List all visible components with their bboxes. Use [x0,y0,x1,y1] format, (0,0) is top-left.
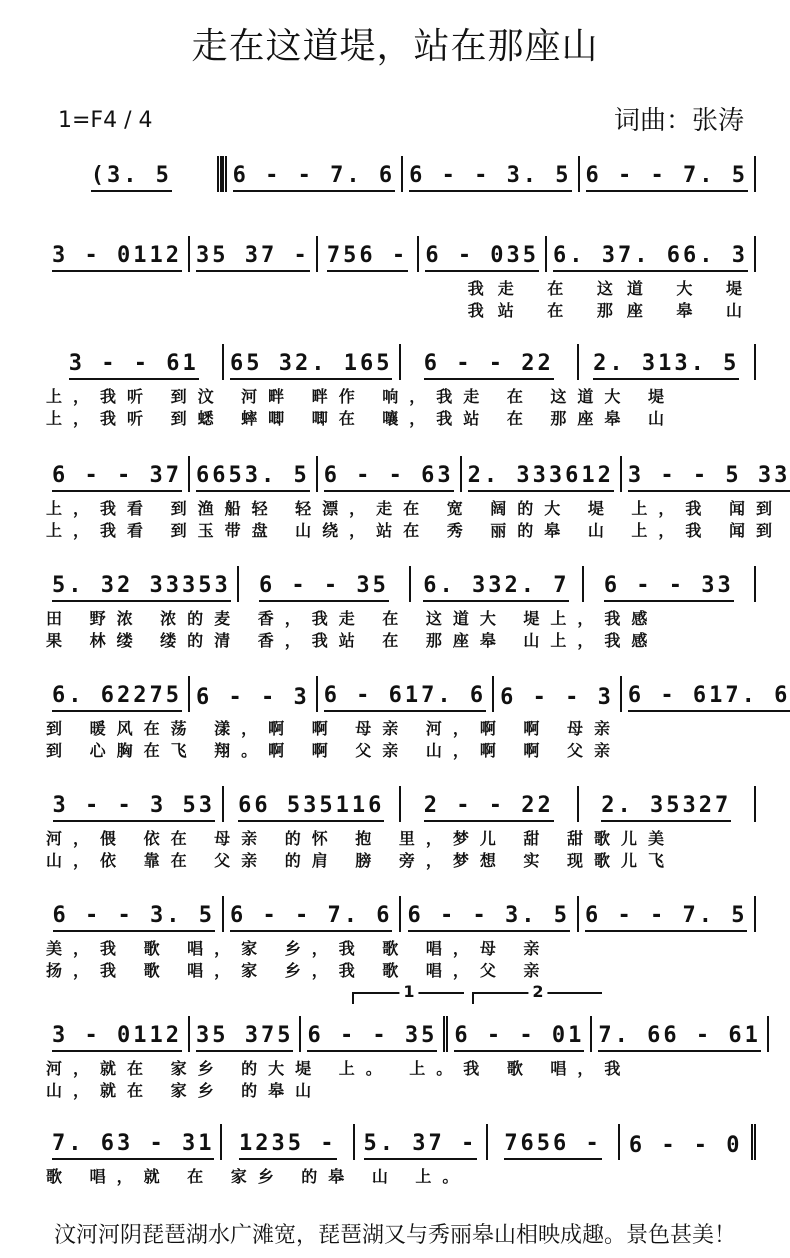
measure [190,1016,301,1052]
measure-notes: 6. 332. 7 [423,573,569,602]
measure-notes: 2. 313. 5 [593,351,739,380]
lyric-line-1: 上，我听 到汶 河畔 畔作 响，我走 在 这道大 堤 [46,387,675,406]
measure-notes: 6 - - 3. 5 [53,903,215,932]
measure-notes: 6653. 5 [196,463,310,492]
measure [46,676,190,712]
notation-line [46,156,756,192]
measure-notes: 6 - - 3. 5 [408,903,570,932]
lyric-line-2: 山，依 靠在 父亲 的肩 膀 旁，梦想 实 现歌儿飞 [46,851,675,870]
volta-second: 2 [472,992,602,1004]
measure [239,566,411,602]
measure-notes: 6 - - 3 [195,685,310,710]
measure-notes: 6. 62275 [52,683,182,712]
measure [584,566,756,602]
measure-notes: 6 - - 3. 5 [409,163,571,192]
measure-notes: 6 - - 7. 5 [586,163,748,192]
measure [318,676,494,712]
measure [494,676,622,712]
measure [46,156,222,192]
measure [222,1124,355,1160]
measure-notes: 6 - - 01 [454,1023,584,1052]
measure [579,896,757,932]
measure-notes: 6 - - 3 [500,685,614,710]
measure [622,456,790,492]
lyric-line-1: 歌 唱，就 在 家乡 的皋 山 上。 [46,1167,470,1186]
measure [580,156,756,192]
measure-notes: 6 - - 35 [307,1023,437,1052]
notation-line [46,456,790,492]
lyric-line-1: 到 暖风在荡 漾，啊 啊 母亲 河，啊 啊 母亲 [46,719,621,738]
measure-notes: 3 - 0112 [52,1023,182,1052]
measure [222,156,403,192]
key-signature: 1=F4 / 4 [58,108,153,133]
lyric-line-1: 美，我 歌 唱，家 乡，我 歌 唱，母 亲 [46,939,551,958]
score-row [46,566,756,650]
measure-notes: 66 535116 [238,793,384,822]
page-title: 走在这道堤，站在那座山 [191,26,599,67]
measure-notes: 35 375 [196,1023,293,1052]
footer-note: 汶河河阴琵琶湖水广滩宽，琵琶湖又与秀丽皋山相映成趣。景色甚美！ [53,1223,736,1248]
score-row [46,896,756,980]
measure [318,236,420,272]
score-row [46,236,756,320]
score-row [46,1016,761,1100]
notation-line [46,1016,761,1052]
measure [419,236,547,272]
measure [46,566,239,602]
measure-notes: 65 32. 165 [230,351,392,380]
notation-line [46,236,756,272]
measure-notes: 6 - - 63 [324,463,454,492]
lyric-line-2: 山，就在 家乡 的皋山 [46,1081,323,1100]
measure-notes: (3. 5 [91,163,172,192]
measure [403,156,579,192]
measure [46,236,190,272]
measure [462,456,622,492]
measure [318,456,462,492]
measure [301,1016,448,1052]
measure [46,344,224,380]
measure [622,676,790,712]
measure-notes: 2. 35327 [601,793,731,822]
measure [579,786,757,822]
measure-notes: 3 - 0112 [52,243,182,272]
measure-notes: 7656 - [504,1131,601,1160]
lyric-line-2: 果 林缕 缕的清 香，我站 在 那座皋 山上，我感 [46,631,659,650]
measure-notes: 2. 333612 [468,463,614,492]
measure-notes: 6 - - 37 [52,463,182,492]
measure [46,786,224,822]
measure-notes: 6 - 617. 6 [324,683,486,712]
notation-line [46,1124,756,1160]
lyric-line-2: 到 心胸在飞 翔。啊 啊 父亲 山，啊 啊 父亲 [46,741,621,760]
measure-notes: 1235 - [239,1131,336,1160]
measure [401,896,579,932]
measure [46,1016,190,1052]
measure-notes: 2 - - 22 [424,793,554,822]
measure [488,1124,621,1160]
measure-notes: 6 - 035 [425,243,539,272]
score-row [46,456,790,540]
measure [401,344,579,380]
measure-notes: 3 - - 3 53 [53,793,215,822]
score-row [46,676,790,760]
lyric-line-1: 河，偎 依在 母亲 的怀 抱 里，梦儿 甜 甜歌儿美 [46,829,675,848]
measure-notes: 6 - 617. 6 [628,683,790,712]
measure [355,1124,488,1160]
measure-notes: 6 - - 7. 6 [230,903,392,932]
lyric-line-2: 扬，我 歌 唱，家 乡，我 歌 唱，父 亲 [46,961,551,980]
notation-line [46,676,790,712]
measure-notes: 5. 37 - [364,1131,478,1160]
notation-line [46,344,756,380]
score-row [46,1124,756,1186]
measure-notes: 6. 37. 66. 3 [553,243,748,272]
lyric-line-1: 我走 在 这道 大 堤 [467,279,756,298]
measure [620,1124,756,1160]
measure-notes: 35 37 - [196,243,310,272]
score-row [46,786,756,870]
measure [547,236,756,272]
measure [579,344,757,380]
notation-line [46,566,756,602]
lyric-line-1: 上，我看 到渔船轻 轻漂，走在 宽 阔的大 堤 上，我 闻到 [46,499,783,518]
lyric-line-2: 我站 在 那座 皋 山 [467,301,756,320]
measure-notes: 5. 32 33353 [52,573,231,602]
measure-notes: 6 - - 7. 6 [233,163,395,192]
measure [224,344,402,380]
score-row [46,344,756,428]
measure [190,456,318,492]
lyric-line-1: 田 野浓 浓的麦 香，我走 在 这道大 堤上，我感 [46,609,659,628]
measure [46,456,190,492]
measure-notes: 6 - - 33 [604,573,734,602]
volta-first: 1 [352,992,464,1004]
lyric-line-2: 上，我看 到玉带盘 山绕，站在 秀 丽的皋 山 上，我 闻到 [46,521,783,540]
measure [401,786,579,822]
measure [46,896,224,932]
measure [190,676,318,712]
measure-notes: 6 - - 22 [424,351,554,380]
lyric-line-2: 上，我听 到蟋 蟀唧 唧在 嚷，我站 在 那座皋 山 [46,409,675,428]
measure [592,1016,768,1052]
measure-notes: 6 - - 7. 5 [585,903,747,932]
score-row [46,156,756,204]
measure [190,236,318,272]
measure-notes: 3 - - 61 [69,351,199,380]
measure [224,896,402,932]
measure-notes: 6 - - 35 [259,573,389,602]
measure-notes: 3 - - 5 33 [628,463,790,492]
measure-notes: 7. 63 - 31 [52,1131,214,1160]
measure [224,786,402,822]
measure-notes: 7. 66 - 61 [598,1023,760,1052]
measure [46,1124,222,1160]
composer-credit: 词曲：张涛 [613,106,744,136]
measure [411,566,583,602]
measure [448,1016,592,1052]
measure-notes: 756 - [327,243,408,272]
notation-line [46,896,756,932]
measure-notes: 6 - - 0 [628,1133,743,1158]
lyric-line-1: 河，就在 家乡 的大堤 上。 上。我 歌 唱，我 [46,1059,632,1078]
notation-line [46,786,756,822]
